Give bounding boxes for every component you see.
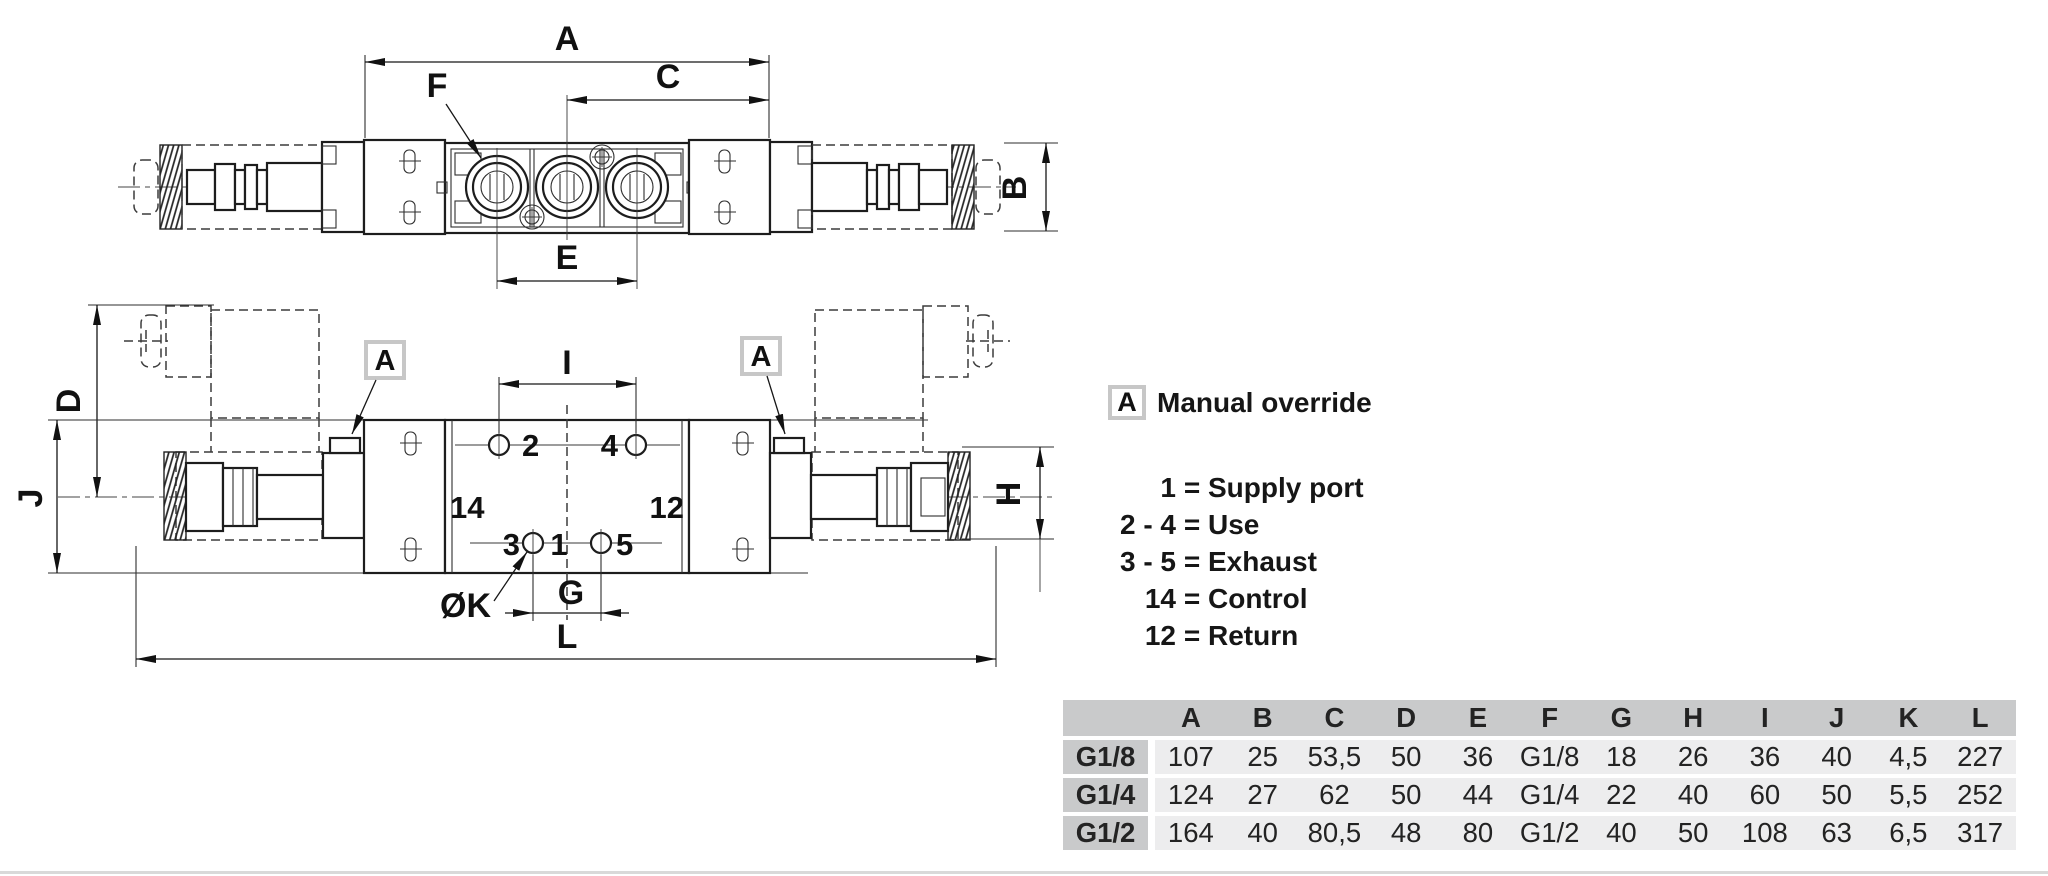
legend-key: 14: [1144, 583, 1176, 614]
column-header: J: [1828, 702, 1845, 733]
column-header: F: [1541, 702, 1559, 733]
port-label-4: 4: [600, 428, 618, 463]
column-header: L: [1971, 702, 1989, 733]
front-left-end-block: [364, 420, 445, 573]
table-cell: 108: [1741, 817, 1788, 848]
port-label-12: 12: [649, 490, 684, 525]
table-cell: 36: [1749, 741, 1781, 772]
callout-letter: A: [374, 345, 396, 377]
front-right-end-block: [689, 420, 770, 573]
table-cell: 44: [1462, 779, 1494, 810]
column-header: K: [1898, 702, 1919, 733]
callout-letter: A: [750, 341, 772, 373]
equals-sign: =: [1183, 472, 1201, 503]
dim-label-b: B: [996, 175, 1034, 201]
legend-value: Supply port: [1208, 472, 1364, 503]
legend-item-use: [1098, 506, 1364, 543]
table-cell: 18: [1606, 741, 1637, 772]
table-cell: 107: [1167, 741, 1214, 772]
equals-sign: =: [1183, 583, 1201, 614]
table-cell: 60: [1749, 779, 1781, 810]
table-cell: 53,5: [1307, 741, 1362, 772]
top-left-end-cap: [364, 140, 445, 234]
table-cell: 40: [1677, 779, 1709, 810]
top-left-solenoid: [134, 142, 364, 232]
dim-label-k: ØK: [440, 587, 491, 625]
front-view: [12, 305, 1054, 667]
legend-value: Exhaust: [1208, 546, 1317, 577]
table-cell: 80,5: [1307, 817, 1362, 848]
table-cell: 63: [1821, 817, 1852, 848]
legend-item-control: [1098, 580, 1364, 617]
equals-sign: =: [1183, 509, 1201, 540]
legend-key: 1: [1160, 472, 1176, 503]
column-header: H: [1683, 702, 1704, 733]
table-cell: 25: [1247, 741, 1278, 772]
legend-key: 2 - 4: [1119, 509, 1176, 540]
front-left-solenoid: [164, 438, 364, 540]
row-header: G1/2: [1063, 816, 1148, 850]
manual-override-label: Manual override: [1157, 387, 1372, 418]
column-header: D: [1396, 702, 1417, 733]
equals-sign: =: [1183, 546, 1201, 577]
table-row-g18: [1063, 740, 2016, 774]
table-cell: 36: [1462, 741, 1494, 772]
table-cell: G1/4: [1519, 779, 1580, 810]
front-left-connector: [124, 306, 319, 452]
table-cell: 48: [1390, 817, 1422, 848]
table-cell: 22: [1606, 779, 1637, 810]
dim-label-i: I: [562, 344, 572, 382]
column-header: A: [1180, 702, 1201, 733]
column-header: G: [1610, 702, 1633, 733]
table-cell: 50: [1821, 779, 1852, 810]
table-cell: 5,5: [1889, 779, 1928, 810]
legend-key: 12: [1144, 620, 1176, 651]
column-header: I: [1761, 702, 1769, 733]
column-header: B: [1252, 702, 1273, 733]
legend-item-exhaust: [1098, 543, 1364, 580]
dim-label-e: E: [555, 239, 579, 277]
equals-sign: =: [1183, 620, 1201, 651]
table-cell: 80: [1462, 817, 1494, 848]
table-cell: 50: [1677, 817, 1709, 848]
dim-label-a: A: [554, 20, 580, 58]
table-cell: 50: [1390, 779, 1422, 810]
table-row-g14: [1063, 778, 2016, 812]
table-cell: 252: [1957, 779, 2004, 810]
table-cell: 164: [1167, 817, 1214, 848]
table-row-g12: [1063, 816, 2016, 850]
legend-value: Use: [1208, 509, 1260, 540]
table-cell: 50: [1390, 741, 1422, 772]
table-cell: 124: [1167, 779, 1214, 810]
table-cell: 40: [1606, 817, 1637, 848]
table-cell: G1/2: [1519, 817, 1580, 848]
top-view: [118, 20, 1058, 289]
manual-override-button-right: [774, 438, 804, 453]
legend-value: Control: [1208, 583, 1308, 614]
table-cell: 27: [1247, 779, 1278, 810]
port-legend: [1098, 469, 1364, 654]
table-cell: 317: [1957, 817, 2004, 848]
top-right-solenoid: [770, 142, 1000, 232]
column-header: C: [1324, 702, 1345, 733]
table-cell: 40: [1247, 817, 1278, 848]
table-corner-cell: [1063, 700, 1148, 736]
table-header-row: [1063, 700, 2016, 736]
dim-label-c: C: [655, 58, 681, 96]
table-cell: 227: [1957, 741, 2004, 772]
top-screw-top: [590, 145, 614, 169]
dim-label-g: G: [557, 574, 585, 612]
dimensions-table: [1063, 700, 2016, 854]
table-cell: 6,5: [1889, 817, 1928, 848]
row-header: G1/4: [1063, 778, 1148, 812]
top-screw-bottom: [520, 205, 544, 229]
table-cell: 40: [1821, 741, 1852, 772]
legend-key: 3 - 5: [1119, 546, 1176, 577]
table-cell: G1/8: [1519, 741, 1580, 772]
dim-label-h: H: [990, 481, 1028, 507]
column-header: E: [1468, 702, 1488, 733]
row-header: G1/8: [1063, 740, 1148, 774]
legend-item-supply: [1098, 469, 1364, 506]
dim-label-d: D: [50, 388, 88, 414]
top-right-end-cap: [689, 140, 770, 234]
port-label-3: 3: [502, 527, 520, 562]
legend-item-return: [1098, 617, 1364, 654]
port-label-1: 1: [550, 527, 568, 562]
dim-label-j: J: [12, 488, 50, 508]
table-cell: 26: [1677, 741, 1709, 772]
table-cell: 4,5: [1889, 741, 1928, 772]
dim-label-l: L: [556, 618, 578, 656]
port-label-2: 2: [522, 428, 540, 463]
manual-override-button-left: [330, 438, 360, 453]
table-cell: 62: [1319, 779, 1350, 810]
front-right-connector: [815, 306, 1010, 452]
legend-value: Return: [1208, 620, 1299, 651]
port-label-14: 14: [450, 490, 485, 525]
manual-override-callout-key: A: [1108, 385, 1146, 420]
front-right-solenoid: [770, 438, 970, 540]
port-label-5: 5: [616, 527, 634, 562]
page-bottom-rule: [0, 871, 2048, 874]
dim-label-f: F: [426, 67, 448, 105]
